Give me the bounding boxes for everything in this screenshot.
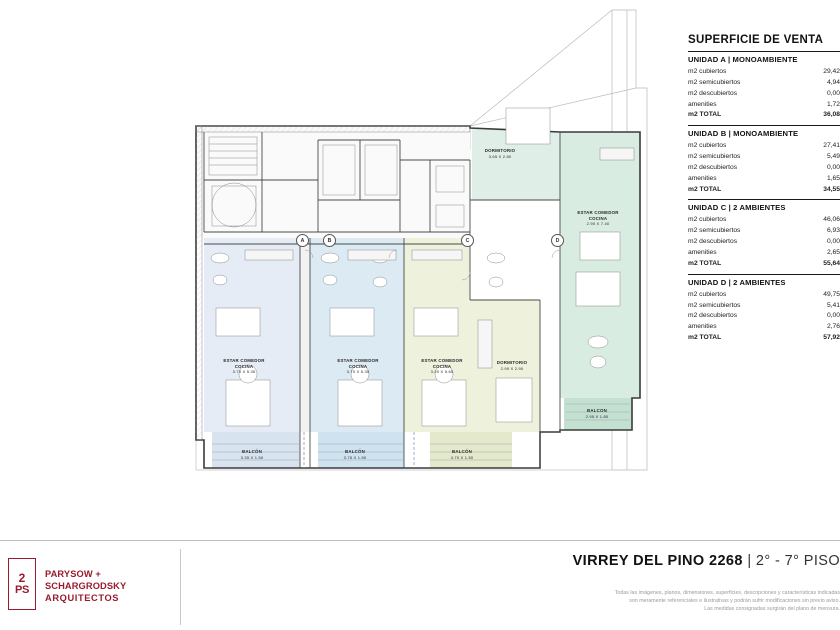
room-label-line1: BALCÓN bbox=[242, 449, 262, 454]
table-row-total bbox=[688, 110, 840, 121]
room-label-line1: DORMITORIO bbox=[496, 360, 528, 365]
divider bbox=[688, 51, 840, 52]
surface-area-panel bbox=[688, 34, 840, 344]
row-label: m2 semicubiertos bbox=[688, 227, 741, 235]
table-row bbox=[688, 100, 840, 111]
room-label-dims: 4.70 X 1.50 bbox=[450, 454, 474, 460]
row-value: 2,76 bbox=[826, 323, 840, 331]
room-label-dims: 3.35 X 1.50 bbox=[240, 454, 264, 460]
room-label-line1: ESTAR COMEDOR bbox=[223, 358, 265, 363]
row-label: amenities bbox=[688, 248, 717, 256]
row-value: 0,00 bbox=[826, 163, 840, 171]
room-label-line2: COCINA bbox=[348, 363, 368, 369]
row-value: 29,42 bbox=[823, 68, 840, 75]
room-label-dims: 2.90 X 2.90 bbox=[500, 365, 524, 371]
divider bbox=[688, 274, 840, 275]
row-value: 6,93 bbox=[826, 227, 840, 235]
panel-title: SUPERFICIE DE VENTA bbox=[688, 34, 824, 46]
room-label-line2: COCINA bbox=[234, 363, 254, 369]
room-label-estar-b bbox=[326, 358, 390, 374]
disclaimer-line2: son meramente referenciales e ilustrativas y podrán sufrir modificaciones sin previo aviso. bbox=[629, 598, 840, 605]
divider bbox=[688, 125, 840, 126]
unit-heading-d: UNIDAD D | 2 AMBIENTES bbox=[688, 277, 786, 287]
room-label-dormitorio-c bbox=[482, 360, 542, 371]
project-name: VIRREY DEL PINO 2268 bbox=[572, 553, 743, 569]
row-value: 5,49 bbox=[826, 153, 840, 161]
room-label-line1: DORMITORIO bbox=[484, 148, 516, 153]
row-label: m2 cubiertos bbox=[688, 142, 727, 150]
room-label-line1: ESTAR COMEDOR bbox=[337, 358, 379, 363]
row-label: m2 cubiertos bbox=[688, 290, 727, 298]
room-label-dormitorio-top bbox=[468, 148, 532, 159]
row-value: 2,65 bbox=[826, 248, 840, 256]
row-value: 0,00 bbox=[826, 312, 840, 320]
footer-vertical-divider bbox=[180, 549, 181, 625]
disclaimer-line1: Todas las imágenes, planos, dimensiones, superficies, descripciones y características indicadas bbox=[614, 590, 840, 596]
row-label: m2 cubiertos bbox=[688, 216, 727, 224]
row-value: 36,08 bbox=[823, 111, 840, 119]
row-value: 4,94 bbox=[826, 78, 840, 86]
row-label: m2 descubiertos bbox=[688, 312, 738, 320]
room-label-estar-c bbox=[410, 358, 474, 374]
room-label-dims: 3.75 X 1.50 bbox=[343, 454, 367, 460]
room-label-dims: 2.90 X 7.40 bbox=[586, 221, 610, 226]
unit-marker-label: C bbox=[465, 237, 470, 244]
sheet-footer bbox=[0, 541, 840, 630]
studio-name-line1: PARYSOW + bbox=[45, 569, 101, 579]
row-value: 55,64 bbox=[823, 259, 840, 267]
row-label: m2 semicubiertos bbox=[688, 301, 741, 309]
row-label: m2 semicubiertos bbox=[688, 153, 741, 161]
studio-name-line2: SCHARGRODSKY bbox=[45, 580, 127, 591]
row-value: 49,75 bbox=[823, 290, 840, 298]
table-row bbox=[688, 174, 840, 185]
unit-heading-b: UNIDAD B | MONOAMBIENTE bbox=[688, 129, 799, 139]
table-row bbox=[688, 226, 840, 237]
row-value: 27,41 bbox=[823, 142, 840, 150]
unit-marker-c bbox=[461, 234, 474, 247]
room-label-balcon-a bbox=[224, 449, 280, 460]
room-label-dims: 3.65 X 2.80 bbox=[488, 153, 512, 159]
logo-mark-bottom: PS bbox=[14, 583, 30, 596]
room-label-estar-a bbox=[212, 358, 276, 374]
unit-heading-a: UNIDAD A | MONOAMBIENTE bbox=[688, 55, 798, 64]
row-value: 46,06 bbox=[823, 216, 840, 224]
row-value: 0,00 bbox=[826, 89, 840, 97]
room-label-line1: ESTAR COMEDOR bbox=[577, 210, 619, 215]
room-label-balcon-b bbox=[327, 449, 383, 460]
project-floors: | 2° - 7° PISO bbox=[747, 553, 840, 569]
unit-marker-label: A bbox=[300, 237, 305, 244]
row-label: m2 TOTAL bbox=[688, 334, 722, 342]
table-row bbox=[688, 141, 840, 152]
table-row-total bbox=[688, 333, 840, 344]
table-row bbox=[688, 78, 840, 89]
room-label-line2: COCINA bbox=[432, 363, 452, 369]
table-row bbox=[688, 152, 840, 163]
row-value: 5,41 bbox=[826, 301, 840, 309]
room-label-balcon-d bbox=[568, 408, 626, 419]
room-label-dims: 3.70 X 5.35 bbox=[346, 369, 370, 374]
row-label: m2 descubiertos bbox=[688, 89, 738, 97]
divider bbox=[688, 199, 840, 200]
table-row bbox=[688, 301, 840, 312]
unit-marker-label: D bbox=[555, 237, 560, 244]
disclaimer-line3: Las medidas consignadas surgirán del plano de mensura. bbox=[704, 606, 840, 613]
table-row bbox=[688, 311, 840, 322]
row-value: 0,00 bbox=[826, 238, 840, 246]
room-label-estar-d bbox=[566, 210, 630, 226]
table-row bbox=[688, 237, 840, 248]
room-label-line1: ESTAR COMEDOR bbox=[421, 358, 463, 363]
row-label: amenities bbox=[688, 100, 717, 108]
table-row bbox=[688, 248, 840, 259]
table-row bbox=[688, 67, 840, 78]
table-row bbox=[688, 290, 840, 301]
page-title bbox=[573, 553, 840, 569]
row-value: 57,92 bbox=[823, 334, 840, 342]
room-label-line1: BALCON bbox=[587, 408, 607, 413]
logo-mark-top: 2 bbox=[18, 570, 26, 585]
studio-logo-mark bbox=[8, 558, 36, 610]
row-label: m2 TOTAL bbox=[688, 185, 722, 193]
table-row bbox=[688, 322, 840, 333]
legal-disclaimer bbox=[615, 589, 840, 614]
room-label-balcon-c bbox=[434, 449, 490, 460]
row-label: m2 semicubiertos bbox=[688, 78, 741, 86]
table-row-total bbox=[688, 259, 840, 270]
room-label-line1: BALCÓN bbox=[345, 449, 365, 454]
row-label: amenities bbox=[688, 323, 717, 331]
row-value: 1,72 bbox=[826, 100, 840, 108]
unit-marker-d bbox=[551, 234, 564, 247]
table-row bbox=[688, 163, 840, 174]
row-label: m2 TOTAL bbox=[688, 259, 722, 267]
room-label-dims: 3.70 X 5.35 bbox=[232, 369, 256, 374]
studio-name-line3: ARQUITECTOS bbox=[45, 592, 120, 603]
table-row bbox=[688, 89, 840, 100]
unit-marker-label: B bbox=[327, 237, 332, 244]
row-label: m2 TOTAL bbox=[688, 111, 722, 119]
unit-marker-a bbox=[296, 234, 309, 247]
row-label: m2 descubiertos bbox=[688, 238, 738, 246]
room-label-line2: COCINA bbox=[588, 215, 608, 221]
room-label-dims: 2.95 X 1.80 bbox=[585, 413, 609, 419]
row-label: amenities bbox=[688, 174, 717, 182]
unit-marker-b bbox=[323, 234, 336, 247]
row-value: 34,55 bbox=[823, 185, 840, 193]
row-label: m2 descubiertos bbox=[688, 163, 738, 171]
row-label: m2 cubiertos bbox=[688, 68, 727, 75]
room-label-line1: BALCÓN bbox=[452, 449, 472, 454]
room-label-dims: 3.20 X 5.65 bbox=[430, 369, 454, 374]
table-row-total bbox=[688, 185, 840, 196]
studio-name bbox=[45, 569, 126, 605]
unit-heading-c: UNIDAD C | 2 AMBIENTES bbox=[688, 203, 786, 213]
table-row bbox=[688, 215, 840, 226]
row-value: 1,65 bbox=[826, 174, 840, 182]
